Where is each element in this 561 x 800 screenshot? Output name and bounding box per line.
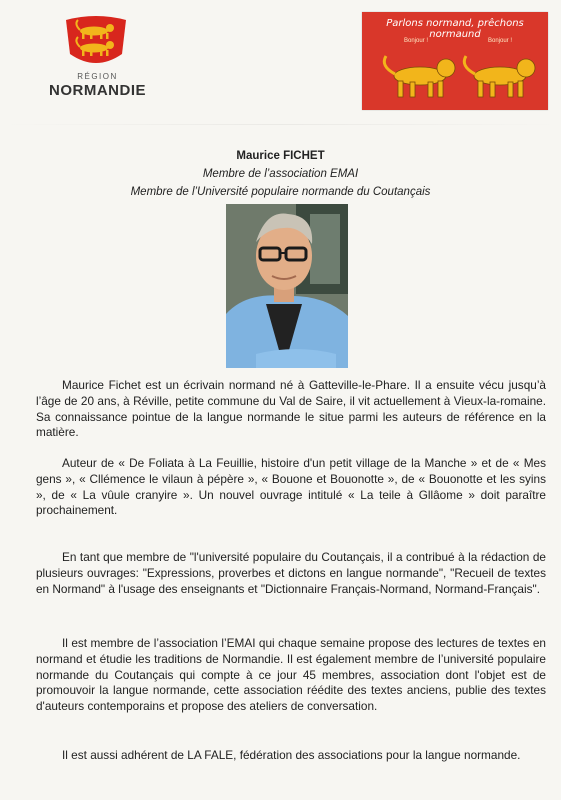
banner-slogan: Parlons normand, prêchons normaund (386, 18, 524, 40)
paragraph-biography: Maurice Fichet est un écrivain normand né à Gatteville-le-Phare. Il a ensuite vécu jusqu’à l’âge de 20 ans, à Réville, petite commune du Val de Saire, il vit actuellement à Vieux-la-romaine. Sa connaissance pointue de la langue normande le situe parmi les auteurs de référence en la matière. (36, 378, 546, 440)
lion-icon (464, 56, 535, 97)
banner-greeting-right: Bonjour ! (488, 38, 513, 44)
region-normandie-logo (40, 14, 155, 104)
lion-icon (384, 56, 455, 97)
scan-shadow (0, 124, 561, 125)
author-portrait (226, 204, 348, 368)
paragraph-contributions: En tant que membre de "l'université populaire du Coutançais, il a contribué à la rédaction de plusieurs ouvrages: "Expressions, proverbes et dictons en langue normande", "Recueil de textes en Normand" à l'usage des enseignants et "Dictionnaire Français-Normand, Normand-Français". (36, 550, 546, 596)
parlons-normand-banner (362, 12, 548, 110)
author-name: Maurice FICHET (236, 150, 325, 162)
lions-illustration (362, 48, 548, 108)
author-role-university: Membre de l’Université populaire normande du Coutançais (130, 186, 431, 198)
normandie-label: NORMANDIE (49, 82, 146, 99)
banner-greeting-left: Bonjour ! (404, 38, 429, 44)
author-role-emai: Membre de l’association EMAI (202, 168, 359, 180)
paragraph-la-fale: Il est aussi adhérent de LA FALE, fédération des associations pour la langue normande. (62, 748, 521, 762)
paragraph-associations: Il est membre de l’association l’EMAI qui chaque semaine propose des lectures de textes en normand et étudie les traditions de Normandie. Il est également membre de l’université populaire normande du Coutançais qui compte à ce jour 45 membres, association dont l'objet est de promouvoir la langue normande, cette association réédite des textes anciens, publie des textes d'auteurs contemporains et propose des ateliers de conversation. (36, 636, 546, 714)
normandy-shield-icon (60, 14, 132, 70)
region-label: RÉGION (77, 72, 118, 81)
paragraph-works: Auteur de « De Foliata à La Feuillie, histoire d'un petit village de la Manche » et de « Mes gens », « Cllémence le vilaun à pépère », « Bouone et Bouonotte », de « Bouonotte et les syins », de « La vûule cranyire ». Un nouvel ouvrage intitulé « La teile à Gllâome » doit paraître prochainement. (36, 456, 546, 518)
